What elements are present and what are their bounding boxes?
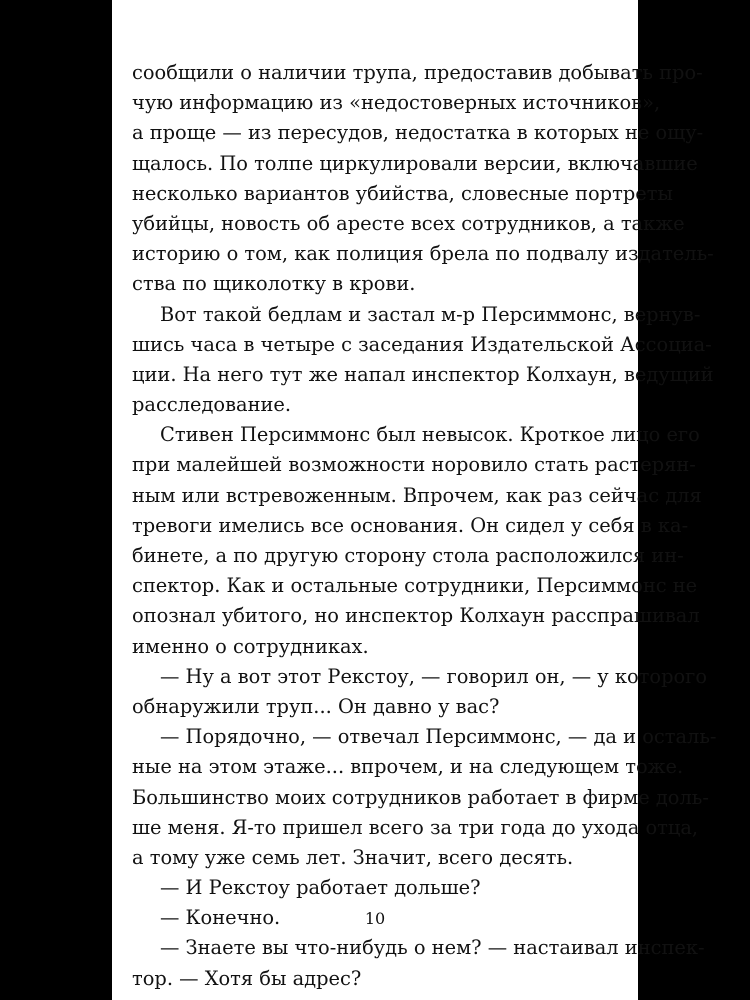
text-line: — Знаете вы что-нибудь о нем? — настаивал инспек- [160,936,705,960]
text-line: именно о сотрудниках. [132,634,369,658]
text-line: щалось. По толпе циркулировали версии, включавшие [132,151,698,175]
text-line: бинете, а по другую сторону стола расположился ин- [132,544,684,567]
text-line: несколько вариантов убийства, словесные портреты [132,181,673,205]
text-line: ше меня. Я-то пришел всего за три года до ухода отца, [132,815,699,839]
text-line: а тому уже семь лет. Значит, всего десять. [132,845,574,869]
text-line: убийцы, новость об аресте всех сотрудников, а также [132,211,685,235]
text-line: Вот такой бедлам и застал м-р Персиммонс, вернув- [160,302,701,326]
text-line: Большинство моих сотрудников работает в фирме доль- [132,785,709,809]
text-line: опознал убитого, но инспектор Колхаун расспрашивал [132,604,700,628]
text-line: чую информацию из «недостоверных источников», [132,91,661,115]
text-line: ным или встревоженным. Впрочем, как раз сейчас для [132,483,702,507]
text-line: ции. На него тут же напал инспектор Колхаун, ведущий [132,362,714,386]
text-line: обнаружили труп... Он давно у вас? [132,694,500,718]
text-line: Стивен Персиммонс был невысок. Кроткое лицо его [160,423,700,447]
text-line: тор. — Хотя бы адрес? [132,966,362,990]
text-line: при малейшей возможности норовило стать растерян- [132,453,696,477]
text-line: спектор. Как и остальные сотрудники, Персиммонс не [132,574,698,598]
page-number: 10 [364,909,386,928]
text-line: — И Рекстоу работает дольше? [160,876,481,900]
book-page [112,0,717,1000]
text-line: — Ну а вот этот Рекстоу, — говорил он, — у которого [160,664,707,688]
text-line: сообщили о наличии трупа, предоставив добывать про- [132,61,703,84]
text-line: ства по щиколотку в крови. [132,272,416,296]
body-text [132,58,717,994]
text-line: ные на этом этаже... впрочем, и на следующем тоже. [132,755,684,779]
text-line: — Конечно. [160,906,281,930]
text-line: — Порядочно, — отвечал Персиммонс, — да и осталь- [160,725,717,749]
text-line: тревоги имелись все основания. Он сидел у себя в ка- [132,513,689,537]
text-line: историю о том, как полиция брела по подвалу издатель- [132,242,714,266]
text-line: а проще — из пересудов, недостатка в которых не ощу- [132,121,704,145]
text-line: расследование. [132,393,292,417]
text-line: шись часа в четыре с заседания Издательской Ассоциа- [132,332,712,356]
